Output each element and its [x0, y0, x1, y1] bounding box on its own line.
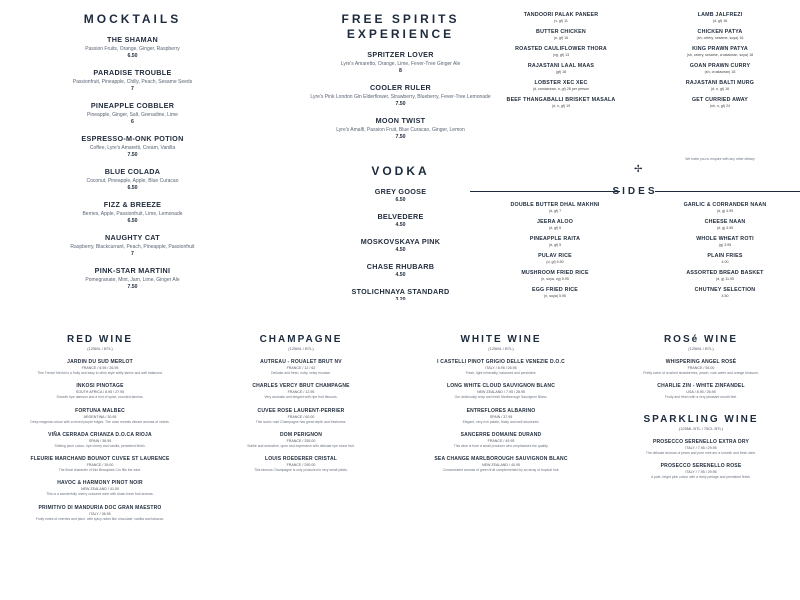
mocktail-price: 7 — [131, 86, 134, 92]
mocktail-name: NAUGHTY CAT — [105, 233, 160, 242]
main-price: (d, n, gf) 16 — [710, 87, 730, 91]
wine-sub: FRANCE / 39.00 — [86, 463, 114, 467]
side-name: CHUTNEY SELECTION — [694, 287, 756, 293]
side-name: ASSORTED BREAD BASKET — [686, 270, 764, 276]
main-name: LOBSTER XEC XEC — [534, 80, 588, 86]
wine-sub: SOUTH AFRICA / 8.95 / 27.95 — [75, 390, 125, 395]
rose-title: ROSé WINE — [663, 334, 739, 345]
vodka-price: 4.50 — [395, 272, 406, 278]
side-name: WHOLE WHEAT ROTI — [696, 236, 754, 242]
mocktail-name: PINK-STAR MARTINI — [94, 266, 171, 275]
wine-sub: ITALY / 8.95 / 26.95 — [485, 366, 517, 370]
mocktail-name: BLUE COLADA — [104, 167, 161, 176]
main-price: (d, gf) 16 — [712, 19, 728, 23]
mocktail-price: 6 — [131, 119, 134, 125]
side-price: (d, gf) 6 — [548, 226, 562, 230]
wine-name: VIÑA CERRADA CRIANZA D.O.CA RIOJA — [48, 431, 152, 438]
mocktails-panel — [0, 0, 265, 300]
wine-name: CHARLES VERCY BRUT CHAMPAGNE — [252, 383, 350, 390]
star-divider-icon: ✢ — [634, 164, 643, 175]
wine-sub: FRANCE / 49.95 — [487, 438, 515, 443]
sides-title: SIDES — [612, 186, 658, 197]
side-name: MUSHROOM FRIED RICE — [521, 270, 589, 276]
mocktail-desc: Passionfruit, Pineapple, Chilly, Peach, Sesame Seeds — [72, 79, 193, 85]
mocktail-name: ESPRESSO-M-ONK POTION — [81, 134, 184, 143]
wine-name: LONG WHITE CLOUD SAUVIGNON BLANC — [446, 383, 556, 390]
red-sub: (125ML / BTL) — [87, 346, 113, 351]
wine-desc: Elegant, very rich palate, floaty and well structured. — [462, 419, 540, 424]
wine-sub: USA / 8.95 / 26.95 — [686, 390, 716, 395]
wine-desc: The delicate aromas of pears and pure mint are a smooth and fresh wine. — [645, 450, 757, 455]
main-price: (n, gf) 16 — [553, 36, 569, 40]
wine-desc: Fresh, light minerality, balanced and persistent. — [465, 371, 537, 375]
champagne-title: CHAMPAGNE — [259, 334, 343, 345]
main-name: GET CURRIED AWAY — [691, 97, 749, 103]
main-price: (d, n, gf) 19 — [551, 104, 571, 108]
vodka-name: GREY GOOSE — [374, 187, 427, 196]
red-wine-panel — [0, 320, 200, 600]
white-wine-panel — [402, 320, 600, 600]
wine-name: SEA CHANGE MARLBOROUGH SAUVIGNON BLANC — [434, 456, 568, 462]
mocktail-price: 7 — [131, 251, 134, 257]
side-price: (g) 3.95 — [718, 243, 732, 247]
side-price: (d, gf) 5.50 — [546, 260, 564, 264]
main-name: GOAN PRAWN CURRY — [689, 63, 751, 69]
wine-name: FORTUNA MALBEC — [75, 407, 125, 414]
wine-sub: FRANCE / 12.95 — [287, 390, 315, 395]
wine-desc: Deep magenta colour with a mixed purple edges. The nose reveals vibrant aromas of violets. — [30, 419, 170, 424]
main-price: (gf) 18 — [555, 70, 567, 74]
wine-sub: ITALY / 7.95 / 29.95 — [685, 469, 717, 474]
main-name: RAJASTANI LAAL MAAS — [527, 63, 595, 69]
wine-name: FLEURIE MARCHAND BOUNOT CUVEE ST LAURENCE — [30, 456, 170, 462]
wine-name: CUVEE ROSE LAURENT-PERRIER — [257, 407, 345, 414]
red-title: RED WINE — [67, 334, 133, 345]
wine-desc: Very aromatic and elegant with ripe fruit flavours. — [264, 395, 338, 400]
vodka-name: MOSKOVSKAYA PINK — [360, 237, 441, 246]
sparkling-sub: (125ML BTL / 75CL BTL) — [678, 425, 724, 431]
wine-sub: FRANCE / 290.00 — [286, 463, 316, 467]
vodka-price: 4.50 — [395, 247, 406, 253]
mocktails-title: MOCKTAILS — [83, 12, 182, 26]
side-name: PINEAPPLE RAITA — [529, 236, 581, 242]
main-name: KING PRAWN PATYA — [692, 46, 748, 52]
vodka-price: 3.20 — [395, 297, 406, 300]
wine-sub: SPAIN / 36.95 — [88, 438, 112, 443]
wine-name: SANCERRE DOMAINE DURAND — [460, 431, 542, 438]
spirit-price: 7.50 — [395, 134, 406, 140]
side-name: PLAIN FRIES — [707, 253, 743, 259]
wine-name: LOUIS ROEDERER CRISTAL — [264, 456, 338, 462]
wine-desc: Striking plum colour, ripe cherry and vanilla, persistent finish. — [54, 443, 146, 448]
wine-name: HAVOC & HARMONY PINOT NOIR — [57, 480, 143, 487]
side-price: (d, gf) 7 — [548, 209, 562, 213]
vodka-price: 4.50 — [395, 222, 406, 228]
wine-sub: FRANCE / 8.95 / 26.95 — [81, 366, 119, 370]
spirits-title: FREE SPIRITS — [341, 12, 460, 26]
champagne-panel — [202, 320, 400, 600]
main-price: (d, crustacean, n, gf) 28 per person — [532, 87, 590, 91]
main-price: (sh, crustacean) 18 — [704, 70, 736, 74]
wine-name: I CASTELLI PINOT GRIGIO DELLE VENEZIE D.O.C — [437, 359, 565, 365]
spirit-desc: Lyre's Pink London Gin Elderflower, Strawberry, Blueberry, Fever-Tree Lemonade — [310, 94, 491, 100]
white-title: WHITE WINE — [460, 334, 542, 345]
mocktail-desc: Pomegranate, Mint, Jam, Lime, Ginger Ale — [85, 277, 180, 283]
mocktail-desc: Berries, Apple, Passionfruit, Lime, Lemonade — [82, 211, 183, 217]
wine-sub: NEW ZEALAND / 7.95 / 28.95 — [477, 390, 525, 395]
spirit-desc: Lyre's Amalfi, Passion Fruit, Blue Curacao, Ginger, Lemon — [336, 127, 465, 133]
side-price: (d, gf) 5 — [548, 243, 562, 247]
side-name: PULAV RICE — [538, 253, 572, 259]
spirit-desc: Lyre's Amaretto, Orange, Lime, Fever-Tree Ginger Ale — [340, 61, 461, 67]
wine-desc: Fruity notes of cherries and plum, with spicy notes like chocolate, vanilla and tobacco. — [35, 516, 165, 521]
main-name: RAJASTANI BALTI MURG — [685, 80, 755, 86]
wine-sub: FRANCE / 12 / 62 — [286, 366, 316, 370]
mocktail-desc: Pineapple, Ginger, Salt, Grenadine, Lime — [87, 112, 178, 118]
main-name: BEEF THANGABALLI BRISKET MASALA — [506, 97, 616, 103]
wine-sub: NEW ZEALAND / 40.95 — [482, 463, 520, 467]
mocktail-name: THE SHAMAN — [107, 35, 158, 44]
main-name: ROASTED CAULIFLOWER THORA — [515, 46, 607, 52]
mocktail-desc: Coconut, Pineapple, Apple, Blue Curacao — [86, 178, 179, 184]
wine-desc: Pretty scent of crushed strawberries, peach, rose water and orange blossom. — [643, 371, 759, 375]
rose-sub: (125ML / BTL) — [688, 346, 714, 351]
vodka-name: STOLICHNAYA STANDARD — [351, 287, 450, 296]
side-price: (d, g) 11.95 — [715, 277, 735, 281]
main-name: LAMB JALFREZI — [697, 12, 743, 18]
wine-sub: ARGENTINA / 30.95 — [83, 414, 117, 419]
wine-sub: ITALY / 38.95 — [89, 511, 111, 516]
mocktail-name: PARADISE TROUBLE — [93, 68, 172, 77]
wine-sub: FRANCE / 60.00 — [287, 414, 315, 419]
mocktail-desc: Passion Fruits, Orange, Ginger, Raspberry — [85, 46, 180, 52]
wine-sub: FRANCE / 255.00 — [286, 438, 316, 443]
wine-desc: This iconic rosé Champagne has great depth and freshness. — [255, 419, 347, 424]
wine-desc: A pale, bright pink colour with a lively perlage and persistent finish. — [651, 474, 751, 479]
wine-desc: Our deliciously crisp and fresh Marlborough Sauvignon Blanc. — [454, 395, 548, 400]
wine-desc: Delicate and fresh, nutty, zesty mousse. — [271, 371, 331, 375]
spirit-price: 8 — [399, 68, 402, 74]
side-name: JEERA ALOO — [536, 219, 574, 225]
wine-name: PRIMITIVO DI MANDURIA DOC GRAN MAESTRO — [38, 504, 162, 511]
wine-desc: This is a wonderfully cherry coloured wine with Asian fresh fruit aromas. — [46, 492, 154, 497]
side-price: (n, soya) 5.95 — [544, 294, 566, 298]
vodka-title: VODKA — [371, 164, 430, 178]
mocktail-price: 6.50 — [127, 53, 138, 59]
spirit-name: MOON TWIST — [375, 116, 426, 125]
side-price: (d, g) 4.95 — [716, 209, 734, 213]
wine-sub: NEW ZEALAND / 41.50 — [81, 487, 119, 492]
main-name: TANDOORI PALAK PANEER — [523, 12, 599, 18]
wine-desc: This famous Champagne is only produced in very small yields. — [254, 468, 348, 472]
mocktail-name: FIZZ & BREEZE — [103, 200, 162, 209]
food-panel — [470, 0, 800, 300]
main-name: BUTTER CHICKEN — [536, 29, 586, 35]
wine-desc: Fruity and fresh with a very pleasant mouth feel. — [664, 395, 738, 400]
wine-name: PROSECCO SERENELLO ROSE — [660, 462, 742, 469]
vodka-name: CHASE RHUBARB — [366, 262, 435, 271]
wine-name: JARDIN DU SUD MERLOT — [67, 359, 133, 365]
wine-desc: Concentrated aromas of green fruit complemented by an array of tropical fruit. — [442, 468, 560, 472]
wine-name: AUTREAU - ROUALET BRUT NV — [260, 359, 342, 365]
spirit-name: COOLER RULER — [369, 83, 432, 92]
sparkling-title: SPARKLING WINE — [643, 413, 759, 425]
wine-name: CHARLIE ZIN - WHITE ZINFANDEL — [657, 383, 745, 390]
spirit-name: SPRITZER LOVER — [367, 50, 434, 59]
side-price: 4.50 — [721, 294, 729, 298]
spirit-price: 7.50 — [395, 101, 406, 107]
main-price: (vg, gf) 13 — [552, 53, 570, 57]
main-name: CHICKEN PATYA — [697, 29, 743, 35]
wine-desc: This French Merlot is a fruity and easy to drink style softly tannic and well balanced. — [37, 371, 163, 375]
white-sub: (125ML / BTL) — [488, 346, 514, 351]
main-price: (v, gf) 11 — [554, 19, 568, 23]
wine-desc: Subtle and seductive, open and expressive with delicate ripe stone fruit. — [247, 443, 355, 448]
wine-desc: This wine is from a small producer who emphasises the quality. — [453, 443, 549, 448]
mocktail-price: 7.50 — [127, 152, 138, 158]
mocktail-price: 7.50 — [127, 284, 138, 290]
mocktail-desc: Raspberry, Blackcurrant, Peach, Pineapple, Passionfruit — [70, 244, 195, 250]
rose-wine-panel — [602, 320, 800, 600]
side-price: (d, g) 4.95 — [716, 226, 734, 230]
mocktail-name: PINEAPPLE COBBLER — [90, 101, 175, 110]
side-price: 4.00 — [721, 260, 729, 264]
mocktail-price: 6.50 — [127, 185, 138, 191]
wine-name: INKOSI PINOTAGE — [76, 383, 124, 390]
wine-name: PROSECCO SERENELLO EXTRA DRY — [652, 438, 750, 445]
side-name: CHEESE NAAN — [704, 219, 746, 225]
main-price: (sh, celery, sesame, crustacean, soya) 18 — [686, 53, 754, 57]
side-name: GARLIC & CORRANDER NAAN — [683, 202, 767, 208]
spirits-title-2: EXPERIENCE — [346, 27, 455, 41]
mocktail-desc: Coffee, Lyre's Amaretti, Cream, Vanilla — [89, 145, 176, 151]
wine-name: ENTREFLORES ALBARINO — [466, 407, 536, 414]
side-name: DOUBLE BUTTER DHAL MAKHNI — [510, 202, 600, 208]
mains-note: We invite you to enquire with any other dietary — [685, 157, 755, 161]
mocktail-price: 6.50 — [127, 218, 138, 224]
wine-desc: Smooth ripe damson and a hint of spice, rounded tannins. — [56, 395, 144, 400]
wine-desc: The floral character of this Beaujolais Cru fills the wine. — [58, 468, 142, 472]
wine-sub: SPAIN / 37.95 — [489, 414, 513, 419]
main-price: (sh, celery, sesame, soya) 16 — [696, 36, 744, 40]
main-price: (sh, n, gf) 24 — [709, 104, 731, 108]
vodka-name: BELVEDERE — [377, 212, 424, 221]
wine-sub: ITALY / 7.95 / 29.95 — [685, 445, 717, 450]
side-name: EGG FRIED RICE — [531, 287, 579, 293]
wine-sub: FRANCE / 55.00 — [687, 366, 715, 370]
side-price: (n, soya, vg) 5.95 — [541, 277, 569, 281]
vodka-price: 6.50 — [395, 197, 406, 203]
wine-name: WHISPERING ANGEL ROSÉ — [665, 359, 737, 365]
champagne-sub: (125ML / BTL) — [288, 346, 314, 351]
wine-name: DOM PERIGNON — [279, 431, 323, 438]
